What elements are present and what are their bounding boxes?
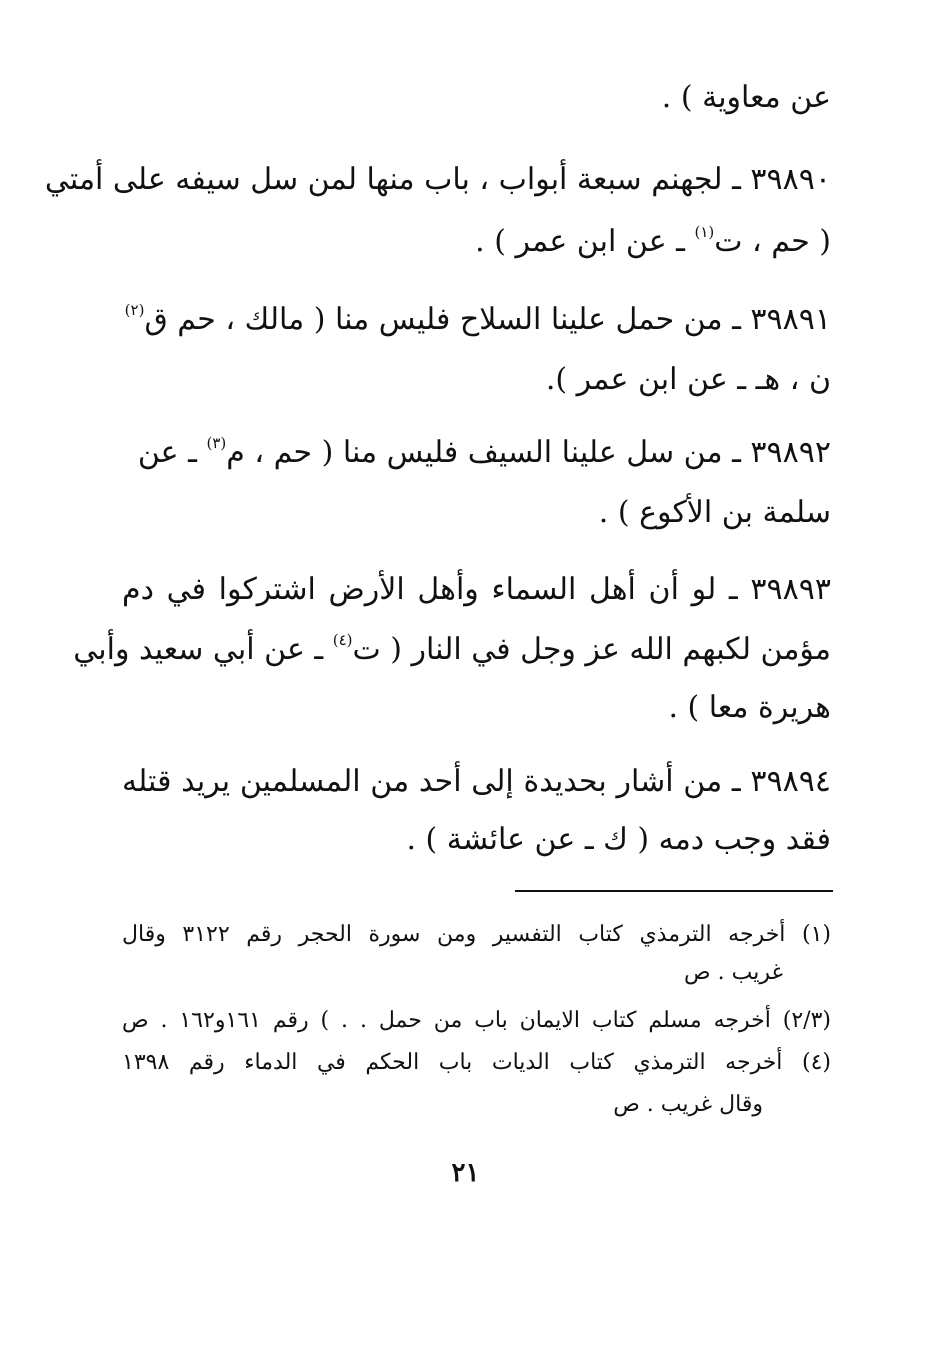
hadith-39891-line-1: ٣٩٨٩١ ـ من حمل علينا السلاح فليس منا ( مالك ، حم ق$^{(٢)}$ — [124, 301, 831, 337]
footnote-marker-3: (٣) — [206, 434, 227, 452]
footnote-separator — [515, 890, 833, 892]
footnote-1-line-1: (١) أخرجه الترمذي كتاب التفسير ومن سورة الحجر رقم ٣١٢٢ وقال — [122, 922, 831, 947]
footnote-2-3: (٢/٣) أخرجه مسلم كتاب الايمان باب من حمل . . ) رقم ١٦١و١٦٢ . ص — [122, 1008, 831, 1033]
footnote-marker-4: (٤) — [332, 631, 353, 649]
hadith-39893-line-3: هريرة معا ) . — [668, 690, 831, 725]
hadith-39892-line-2: سلمة بن الأكوع ) . — [598, 495, 831, 530]
body-line-1: عن معاوية ) . — [661, 80, 831, 115]
hadith-39890-line-2: ( حم ، ت$^{(١)}$ ـ عن ابن عمر ) . — [475, 223, 831, 259]
footnote-4-line-1: (٤) أخرجه الترمذي كتاب الديات باب الحكم في الدماء رقم ١٣٩٨ — [122, 1050, 831, 1075]
footnote-1-line-2: غريب . ص — [684, 960, 783, 985]
hadith-39894-line-1: ٣٩٨٩٤ ـ من أشار بحديدة إلى أحد من المسلمين يريد قتله — [122, 764, 831, 799]
hadith-39893-line-2: مؤمن لكبهم الله عز وجل في النار ( ت$^{(٤)}$ ـ عن أبي سعيد وأبي — [73, 631, 831, 667]
hadith-39894-line-2: فقد وجب دمه ( ك ـ عن عائشة ) . — [406, 822, 831, 857]
hadith-39890-line-1: ٣٩٨٩٠ ـ لجهنم سبعة أبواب ، باب منها لمن سل سيفه على أمتي — [44, 162, 831, 197]
footnote-4-line-2: وقال غريب . ص — [613, 1092, 763, 1117]
page-number: ٢١ — [451, 1158, 480, 1188]
hadith-39891-line-2: ن ، هـ ـ عن ابن عمر ). — [545, 362, 831, 397]
footnote-marker-2: (٢) — [124, 301, 145, 319]
footnote-marker-1: (١) — [694, 223, 715, 241]
hadith-39892-line-1: ٣٩٨٩٢ ـ من سل علينا السيف فليس منا ( حم ، م$^{(٣)}$ ـ عن — [137, 434, 831, 470]
hadith-39893-line-1: ٣٩٨٩٣ ـ لو أن أهل السماء وأهل الأرض اشتركوا في دم — [122, 572, 831, 607]
